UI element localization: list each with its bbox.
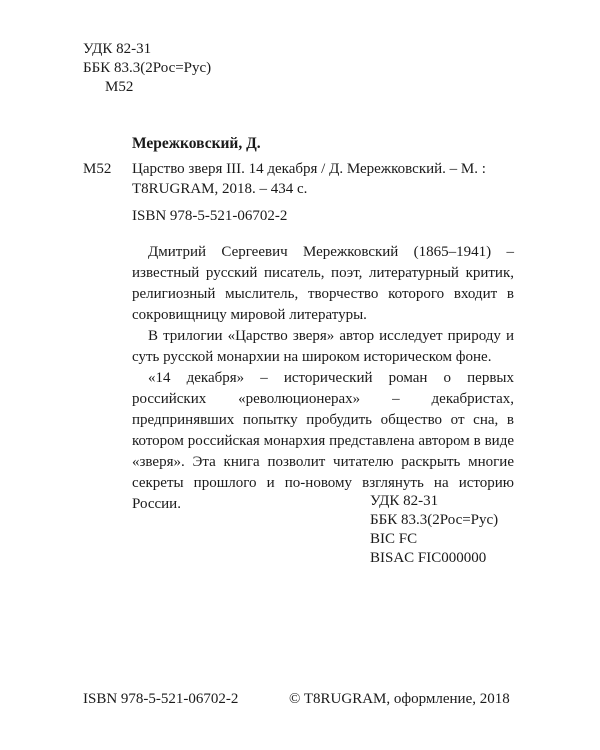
copyright-notice: © T8RUGRAM, оформление, 2018 [289,691,510,707]
bbk-code: ББК 83.3(2Рос=Рус) [370,512,499,528]
abstract [132,242,514,515]
bibliographic-line: T8RUGRAM, 2018. – 434 с. [132,181,308,197]
abstract-paragraph: «14 декабря» – исторический роман о первых российских «революционерах» – декабристах, предпринявших попытку пробудить общество от сна, в котором российская монархия представлена автором в виде «зверя». Эта книга позволит читателю раскрыть многие секреты прошлого и по-новому взглянуть на историю России. [132,370,514,512]
author-mark-code: М52 [105,79,134,95]
entry-author-mark: М52 [83,161,112,177]
header-classification-codes [83,40,211,97]
bibliographic-line: Царство зверя III. 14 декабря / Д. Мережковский. – М. : [132,161,486,177]
classification-codes [370,492,498,568]
footer-isbn: ISBN 978-5-521-06702-2 [83,691,239,707]
bibliographic-description [132,159,512,199]
bbk-code: ББК 83.3(2Рос=Рус) [83,60,212,76]
abstract-paragraph: В трилогии «Царство зверя» автор исследует природу и суть русской монархии на широком историческом фоне. [132,328,514,365]
abstract-paragraph: Дмитрий Сергеевич Мережковский (1865–1941) – известный русский писатель, поэт, литературный критик, религиозный мыслитель, творчество которого входит в сокровищницу мировой литературы. [132,244,514,323]
udk-code: УДК 82-31 [83,41,152,57]
isbn: ISBN 978-5-521-06702-2 [132,208,288,224]
bic-code: BIC FC [370,531,418,547]
udk-code: УДК 82-31 [370,493,439,509]
bisac-code: BISAC FIC000000 [370,550,487,566]
author-name: Мережковский, Д. [132,135,261,152]
